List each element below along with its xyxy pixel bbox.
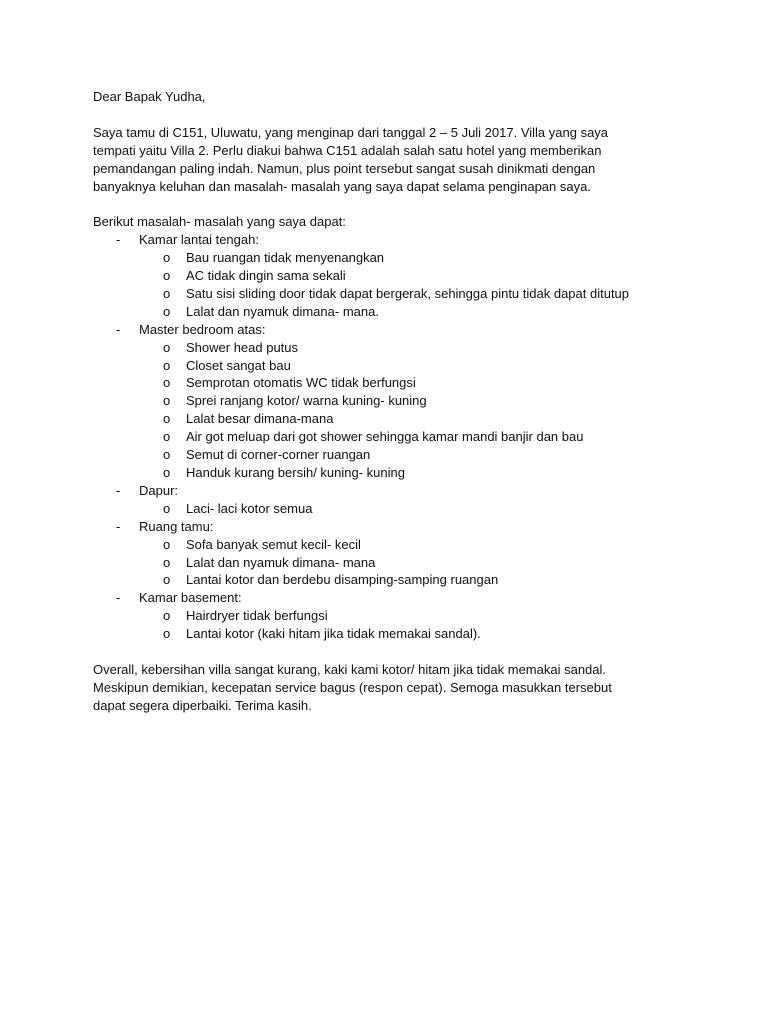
item-text: Sofa banyak semut kecil- kecil	[186, 536, 361, 552]
list-item	[93, 536, 693, 554]
list-item	[93, 625, 693, 643]
intro-line: tempati yaitu Villa 2. Perlu diakui bahwa C151 adalah salah satu hotel yang memberikan	[93, 142, 602, 158]
bullet-marker: o	[163, 411, 171, 427]
bullet-marker: o	[163, 447, 171, 463]
list-item	[93, 607, 693, 625]
spacer	[93, 106, 693, 124]
bullet-marker: o	[163, 250, 171, 266]
item-text: Satu sisi sliding door tidak dapat bergerak, sehingga pintu tidak dapat ditutup	[186, 285, 630, 301]
intro-line: banyaknya keluhan dan masalah- masalah yang saya dapat selama penginapan saya.	[93, 178, 591, 194]
section-heading	[93, 482, 693, 500]
item-text: Lantai kotor (kaki hitam jika tidak memakai sandal).	[186, 626, 481, 642]
list-item	[93, 410, 693, 428]
bullet-marker: o	[163, 554, 171, 570]
intro-paragraph	[93, 124, 693, 196]
spacer	[93, 195, 693, 213]
list-item	[93, 285, 693, 303]
dash-marker: -	[116, 482, 121, 498]
list-item	[93, 249, 693, 267]
item-text: Semut di corner-corner ruangan	[186, 447, 371, 463]
section-title: Kamar lantai tengah:	[139, 232, 259, 248]
item-text: Handuk kurang bersih/ kuning- kuning	[186, 465, 405, 480]
intro-line: Saya tamu di C151, Uluwatu, yang menginap dari tanggal 2 – 5 Juli 2017. Villa yang saya	[93, 124, 609, 140]
list-item	[93, 303, 693, 321]
complaint-list	[93, 231, 693, 643]
intro-line: pemandangan paling indah. Namun, plus point tersebut sangat susah dinikmati dengan	[93, 160, 596, 176]
spacer	[93, 643, 693, 661]
bullet-marker: o	[163, 572, 171, 588]
closing-line: Overall, kebersihan villa sangat kurang, kaki kami kotor/ hitam jika tidak memakai sandal.	[93, 661, 607, 677]
list-item	[93, 339, 693, 357]
section-title: Ruang tamu:	[139, 518, 214, 534]
item-text: Shower head putus	[186, 339, 299, 355]
list-item	[93, 392, 693, 410]
bullet-marker: o	[163, 303, 171, 319]
bullet-marker: o	[163, 268, 171, 284]
list-item	[93, 464, 693, 482]
section-title: Dapur:	[139, 482, 179, 498]
bullet-marker: o	[163, 285, 171, 301]
bullet-marker: o	[163, 608, 171, 624]
list-item	[93, 446, 693, 464]
bullet-marker: o	[163, 536, 171, 552]
section-heading	[93, 321, 693, 339]
bullet-marker: o	[163, 465, 171, 480]
section-title: Kamar basement:	[139, 590, 242, 606]
item-text: Closet sangat bau	[186, 357, 291, 373]
list-item	[93, 554, 693, 572]
item-text: Lantai kotor dan berdebu disamping-samping ruangan	[186, 572, 499, 588]
bullet-marker: o	[163, 375, 171, 391]
closing-paragraph	[93, 661, 693, 715]
item-text: Bau ruangan tidak menyenangkan	[186, 250, 385, 266]
bullet-marker: o	[163, 429, 171, 445]
item-text: Laci- laci kotor semua	[186, 500, 313, 516]
closing-line: dapat segera diperbaiki. Terima kasih.	[93, 697, 312, 713]
bullet-marker: o	[163, 339, 171, 355]
item-text: Lalat besar dimana-mana	[186, 411, 334, 427]
section-heading	[93, 518, 693, 536]
list-item	[93, 374, 693, 392]
item-text: Lalat dan nyamuk dimana- mana.	[186, 303, 379, 319]
dash-marker: -	[116, 518, 121, 534]
item-text: AC tidak dingin sama sekali	[186, 268, 346, 284]
item-text: Semprotan otomatis WC tidak berfungsi	[186, 375, 416, 391]
section-heading	[93, 589, 693, 607]
item-text: Sprei ranjang kotor/ warna kuning- kuning	[186, 393, 427, 409]
item-text: Hairdryer tidak berfungsi	[186, 608, 328, 624]
closing-line: Meskipun demikian, kecepatan service bagus (respon cepat). Semoga masukkan tersebut	[93, 679, 612, 695]
dash-marker: -	[116, 590, 121, 606]
list-item	[93, 357, 693, 375]
section-title: Master bedroom atas:	[139, 321, 266, 337]
bullet-marker: o	[163, 393, 171, 409]
item-text: Air got meluap dari got shower sehingga kamar mandi banjir dan bau	[186, 429, 584, 445]
list-item	[93, 428, 693, 446]
list-intro: Berikut masalah- masalah yang saya dapat:	[93, 214, 346, 230]
letter-body	[93, 88, 693, 715]
bullet-marker: o	[163, 500, 171, 516]
greeting: Dear Bapak Yudha,	[93, 89, 206, 104]
list-item	[93, 267, 693, 285]
bullet-marker: o	[163, 357, 171, 373]
section-heading	[93, 231, 693, 249]
list-item	[93, 500, 693, 518]
list-item	[93, 571, 693, 589]
dash-marker: -	[116, 232, 121, 248]
bullet-marker: o	[163, 626, 171, 642]
dash-marker: -	[116, 321, 121, 337]
item-text: Lalat dan nyamuk dimana- mana	[186, 554, 376, 570]
